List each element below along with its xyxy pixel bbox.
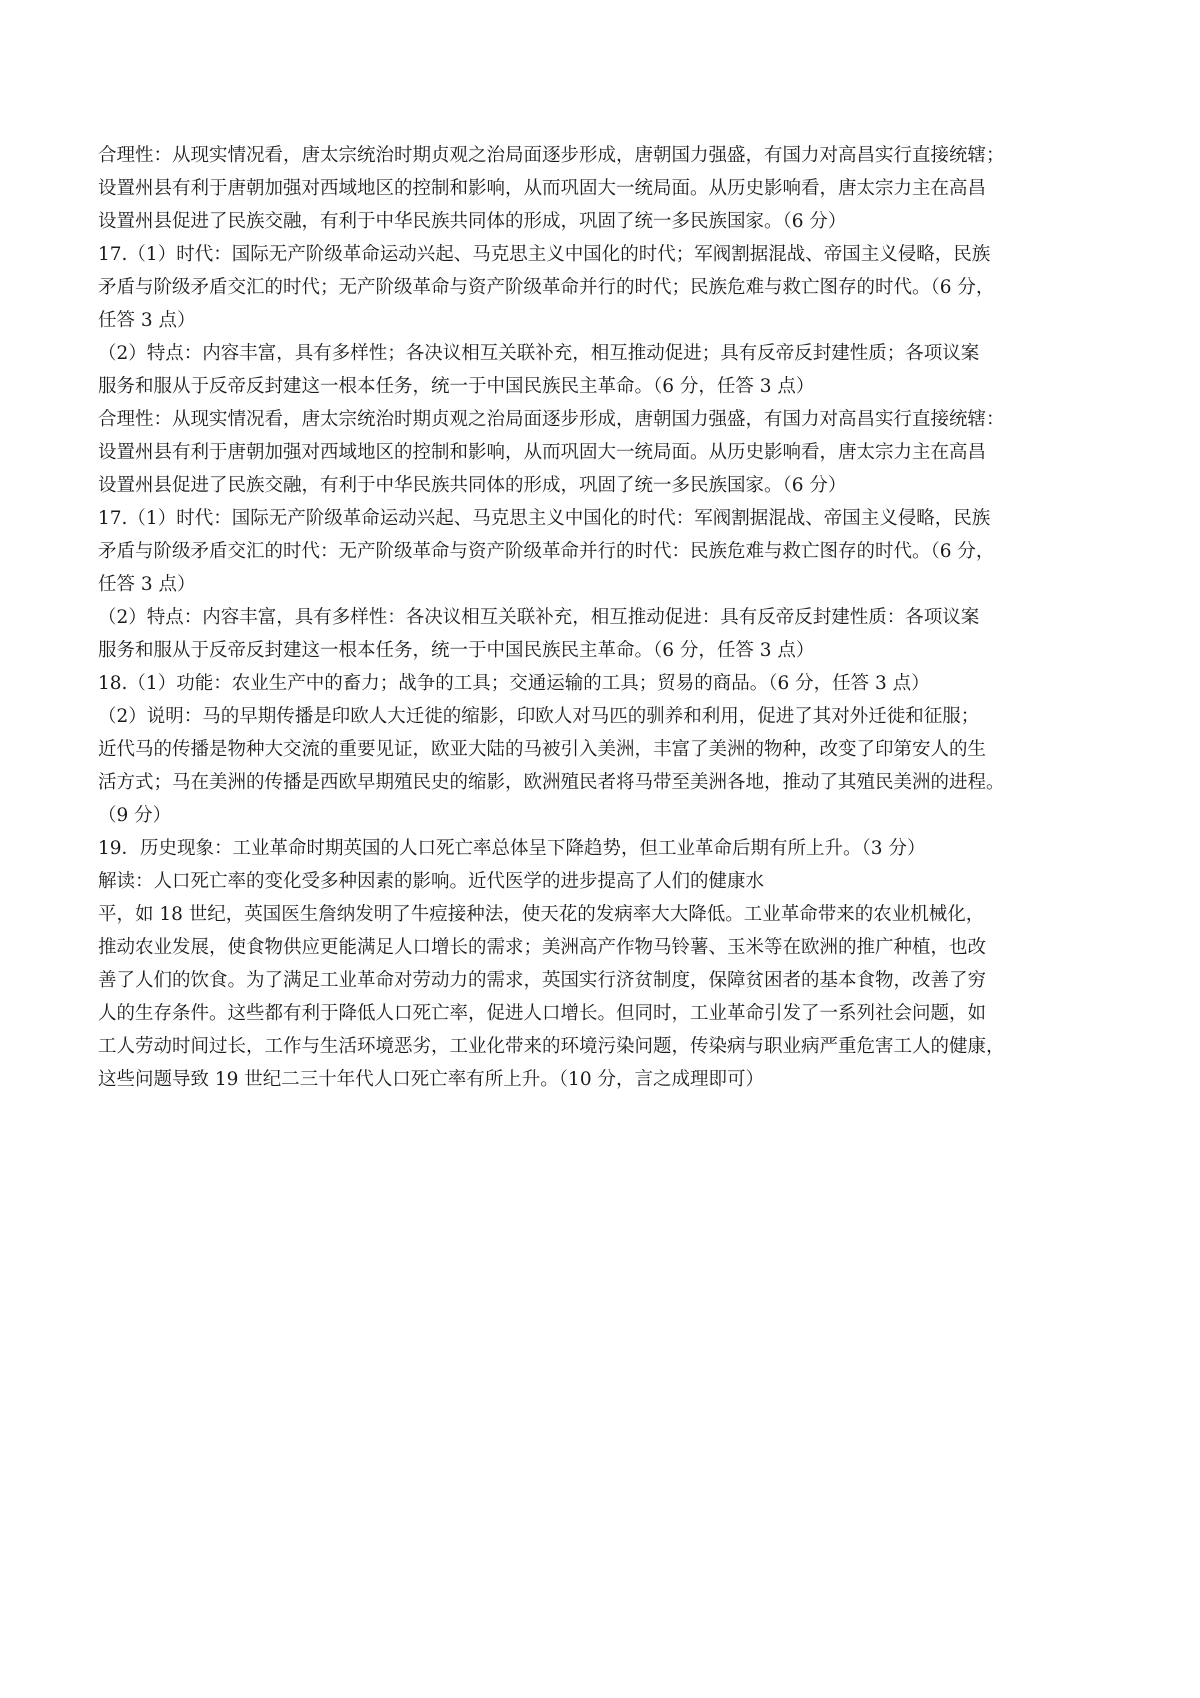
text-line: 活方式；马在美洲的传播是西欧早期殖民史的缩影，欧洲殖民者将马带至美洲各地，推动了其殖民美洲的进程。 [98,772,1005,793]
text-line: 设置州县有利于唐朝加强对西域地区的控制和影响，从而巩固大一统局面。从历史影响看，唐太宗力主在高昌 [98,178,987,199]
text-line: 服务和服从于反帝反封建这一根本任务，统一于中国民族民主革命。（6 分，任答 3 点） [98,376,815,397]
text-line: 17.（1）时代：国际无产阶级革命运动兴起、马克思主义中国化的时代；军阀割据混战、帝国主义侵略，民族 [98,244,991,265]
text-line: （2）特点：内容丰富，具有多样性；各决议相互关联补充，相互推动促进；具有反帝反封建性质；各项议案 [98,343,980,364]
text-line: 善了人们的饮食。为了满足工业革命对劳动力的需求，英国实行济贫制度，保障贫困者的基本食物，改善了穷 [98,970,987,991]
text-line: 19．历史现象：工业革命时期英国的人口死亡率总体呈下降趋势，但工业革命后期有所上升。（3 分） [98,838,926,859]
text-line: 设置州县促进了民族交融，有利于中华民族共同体的形成，巩固了统一多民族国家。（6 分） [98,475,847,496]
text-line: 近代马的传播是物种大交流的重要见证，欧亚大陆的马被引入美洲，丰富了美洲的物种，改变了印第安人的生 [98,739,987,760]
text-line: 推动农业发展，使食物供应更能满足人口增长的需求；美洲高产作物马铃薯、玉米等在欧洲的推广种植，也改 [98,937,987,958]
text-line: 服务和服从于反帝反封建这一根本任务，统一于中国民族民主革命。（6 分，任答 3 点） [98,640,815,661]
text-line: 矛盾与阶级矛盾交汇的时代：无产阶级革命与资产阶级革命并行的时代：民族危难与救亡图存的时代。（6 分， [98,541,995,562]
text-line: 设置州县促进了民族交融，有利于中华民族共同体的形成，巩固了统一多民族国家。（6 分） [98,211,847,232]
text-line: 矛盾与阶级矛盾交汇的时代；无产阶级革命与资产阶级革命并行的时代；民族危难与救亡图存的时代。（6 分， [98,277,995,298]
text-line: 工人劳动时间过长，工作与生活环境恶劣，工业化带来的环境污染问题，传染病与职业病严重危害工人的健康， [98,1036,1005,1057]
text-line: 18.（1）功能：农业生产中的畜力；战争的工具；交通运输的工具；贸易的商品。（6 分，任答 3 点） [98,673,930,694]
text-line: 设置州县有利于唐朝加强对西域地区的控制和影响，从而巩固大一统局面。从历史影响看，唐太宗力主在高昌 [98,442,987,463]
text-line: 任答 3 点） [98,310,196,331]
text-line: 任答 3 点） [98,574,196,595]
answer-text-block [98,139,1108,1096]
text-line: 这些问题导致 19 世纪二三十年代人口死亡率有所上升。（10 分，言之成理即可） [98,1069,764,1090]
text-line: （2）特点：内容丰富，具有多样性：各决议相互关联补充，相互推动促进：具有反帝反封建性质：各项议案 [98,607,980,628]
text-line: 17.（1）时代：国际无产阶级革命运动兴起、马克思主义中国化的时代：军阀割据混战、帝国主义侵略，民族 [98,508,991,529]
text-line: 人的生存条件。这些都有利于降低人口死亡率，促进人口增长。但同时，工业革命引发了一系列社会问题，如 [98,1003,987,1024]
text-line: 合理性：从现实情况看，唐太宗统治时期贞观之治局面逐步形成，唐朝国力强盛，有国力对高昌实行直接统辖； [98,145,1005,166]
text-line: 合理性：从现实情况看，唐太宗统治时期贞观之治局面逐步形成，唐朝国力强盛，有国力对高昌实行直接统辖： [98,409,1005,430]
text-line: （9 分） [98,805,172,826]
text-line: 解读：人口死亡率的变化受多种因素的影响。近代医学的进步提高了人们的健康水 [98,871,765,892]
text-line: （2）说明：马的早期传播是印欧人大迁徙的缩影，印欧人对马匹的驯养和利用，促进了其对外迁徙和征服； [98,706,980,727]
text-line: 平，如 18 世纪，英国医生詹纳发明了牛痘接种法，使天花的发病率大大降低。工业革命带来的农业机械化， [98,904,985,925]
